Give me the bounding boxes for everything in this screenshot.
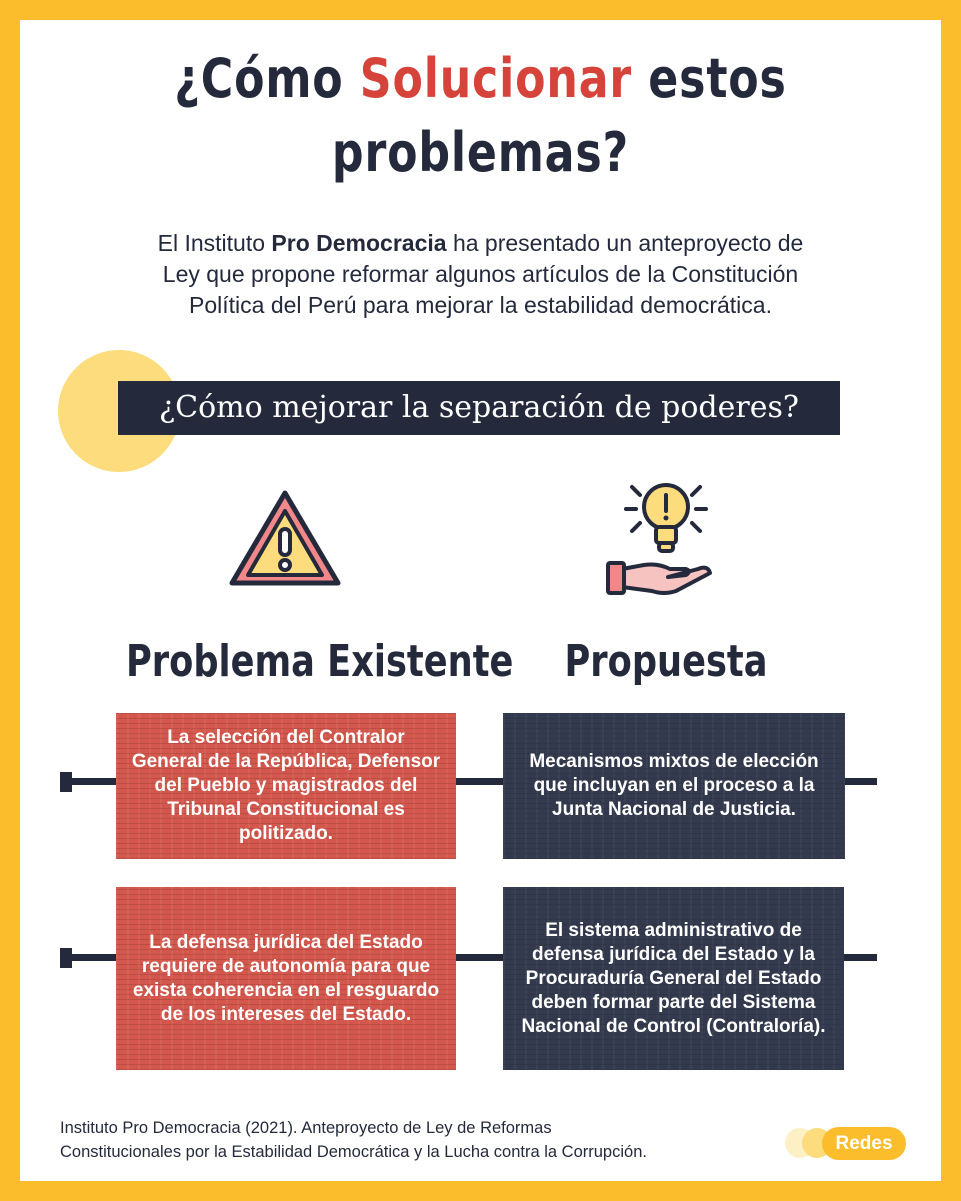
title-highlight: Solucionar: [359, 47, 633, 110]
intro-text: ha presentado un anteproyecto de: [446, 230, 804, 256]
proposal-text: El sistema administrativo de defensa jurídica del Estado y la Procuraduría General del Estado deben formar parte del Sistema Nacional de Control (Contraloría).: [521, 919, 826, 1037]
intro-text: Política del Perú para mejorar la estabilidad democrática.: [189, 292, 772, 318]
lightbulb-hand-icon: [604, 477, 728, 603]
section-banner: ¿Cómo mejorar la separación de poderes?: [118, 381, 840, 435]
title-part: ¿Cómo: [174, 47, 360, 110]
title-part: estos: [632, 47, 787, 110]
page-title: [86, 46, 874, 112]
problem-text: La selección del Contralor General de la República, Defensor del Pueblo y magistrados del Tribunal Constitucional es politizado.: [131, 727, 441, 844]
reference-line: Instituto Pro Democracia (2021). Anteproyecto de Ley de Reformas: [60, 1119, 552, 1137]
logo: Redes: [822, 1127, 906, 1160]
problem-box: [116, 713, 456, 859]
warning-icon: [226, 487, 344, 591]
reference-line: Constitucionales por la Estabilidad Democrática y la Lucha contra la Corrupción.: [60, 1143, 647, 1161]
intro-text: Ley que propone reformar algunos artículos de la Constitución: [162, 261, 799, 287]
proposal-text: Mecanismos mixtos de elección que incluyan en el proceso a la Junta Nacional de Justicia.: [529, 751, 819, 820]
column-heading-proposal: Propuesta: [564, 636, 768, 687]
page-title-line2: problemas?: [331, 121, 630, 184]
reference-citation: [60, 1116, 647, 1164]
problem-box: [116, 887, 456, 1070]
proposal-box: [503, 887, 844, 1070]
column-heading-problem: Problema Existente: [126, 636, 514, 687]
intro-text: El Instituto: [157, 230, 272, 256]
intro-paragraph: [0, 228, 961, 321]
problem-text: La defensa jurídica del Estado requiere de autonomía para que exista coherencia en el resguardo de los intereses del Estado.: [132, 931, 440, 1025]
proposal-box: [503, 713, 845, 859]
intro-emphasis: Pro Democracia: [271, 230, 447, 256]
